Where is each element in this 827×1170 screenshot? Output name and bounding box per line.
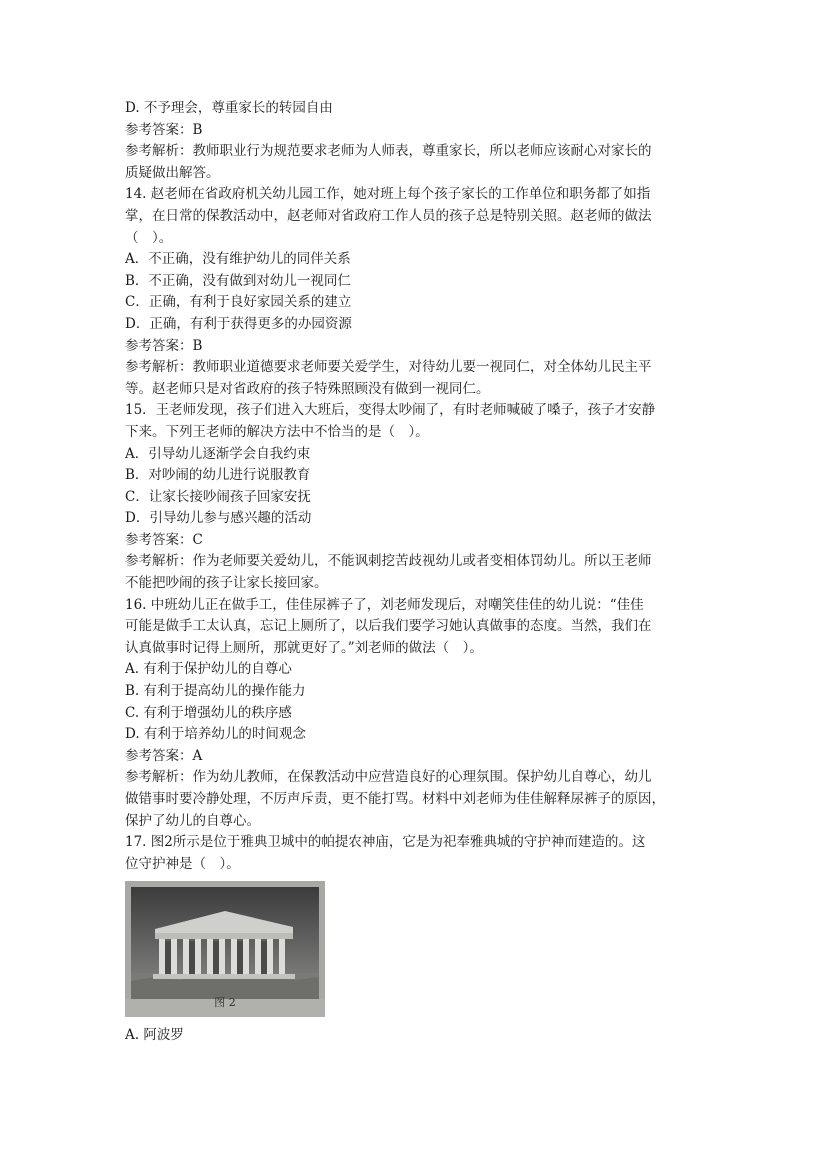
figure-caption: 图 2 [214,995,236,1009]
q14-option-d: D．正确，有利于获得更多的办园资源 [125,315,352,332]
q15-stem-line: 15．王老师发现，孩子们进入大班后，变得太吵闹了，有时老师喊破了嗓子，孩子才安静 [125,402,656,419]
q16-option-a: A. 有利于保护幼儿的自尊心 [125,661,292,678]
q15-option-d: D．引导幼儿参与感兴趣的活动 [125,510,312,527]
q16-stem-line: 认真做事时记得上厕所，那就更好了。”刘老师的做法（ ）。 [125,639,483,656]
q15-option-b: B．对吵闹的幼儿进行说服教育 [125,467,311,484]
q16-stem-line: 16. 中班幼儿正在做手工，佳佳尿裤子了，刘老师发现后，对嘲笑佳佳的幼儿说：“佳佳 [125,596,644,613]
q13-analysis-line: 质疑做出解答。 [125,164,220,181]
q15-option-a: A．引导幼儿逐渐学会自我约束 [125,445,311,462]
q14-analysis-line: 等。赵老师只是对省政府的孩子特殊照顾没有做到一视同仁。 [125,380,490,397]
q16-option-d: D. 有利于培养幼儿的时间观念 [125,726,306,743]
q17-option-a: A. 阿波罗 [125,1027,184,1044]
q16-option-c: C. 有利于增强幼儿的秩序感 [125,704,292,721]
q14-option-c: C．正确，有利于良好家园关系的建立 [125,294,352,311]
q16-option-b: B. 有利于提高幼儿的操作能力 [125,683,306,700]
q16-answer: 参考答案：A [125,747,203,764]
q14-stem-line: （ ）。 [125,229,173,246]
document-page [125,98,710,1047]
q14-option-a: A．不正确，没有维护幼儿的同伴关系 [125,251,351,268]
q15-option-c: C．让家长接吵闹孩子回家安抚 [125,488,311,505]
q14-answer: 参考答案：B [125,337,203,354]
q13-analysis-line: 参考解析：教师职业行为规范要求老师为人师表，尊重家长，所以老师应该耐心对家长的 [125,143,652,160]
q15-stem-line: 下来。下列王老师的解决方法中不恰当的是（ ）。 [125,423,429,440]
q17-stem-line: 位守护神是（ ）。 [125,855,240,872]
q15-analysis-line: 不能把吵闹的孩子让家长接回家。 [125,575,328,592]
parthenon-photo [125,881,325,1017]
q16-analysis-line: 做错事时要冷静处理，不厉声斥责，更不能打骂。材料中刘老师为佳佳解释尿裤子的原因， [125,791,665,807]
q16-analysis-line: 参考解析：作为幼儿教师，在保教活动中应营造良好的心理氛围。保护幼儿自尊心，幼儿 [125,769,652,786]
q14-analysis-line: 参考解析：教师职业道德要求老师要关爱学生，对待幼儿要一视同仁，对全体幼儿民主平 [125,359,652,376]
q17-stem-line: 17. 图2所示是位于雅典卫城中的帕提农神庙，它是为祀奉雅典城的守护神而建造的。这 [125,834,646,851]
q16-analysis-line: 保护了幼儿的自尊心。 [125,812,260,829]
q16-stem-line: 可能是做手工太认真，忘记上厕所了，以后我们要学习她认真做事的态度。当然，我们在 [125,618,652,635]
q14-option-b: B．不正确，没有做到对幼儿一视同仁 [125,272,351,289]
q13-answer: 参考答案：B [125,121,203,138]
q15-analysis-line: 参考解析：作为老师要关爱幼儿，不能讽刺挖苦歧视幼儿或者变相体罚幼儿。所以王老师 [125,553,652,570]
q14-stem-line: 掌，在日常的保教活动中，赵老师对省政府工作人员的孩子总是特别关照。赵老师的做法 [125,207,652,224]
q13-option-d: D. 不予理会，尊重家长的转园自由 [125,100,333,116]
q15-answer: 参考答案：C [125,531,203,548]
q14-stem-line: 14. 赵老师在省政府机关幼儿园工作，她对班上每个孩子家长的工作单位和职务都了如指 [125,186,651,203]
